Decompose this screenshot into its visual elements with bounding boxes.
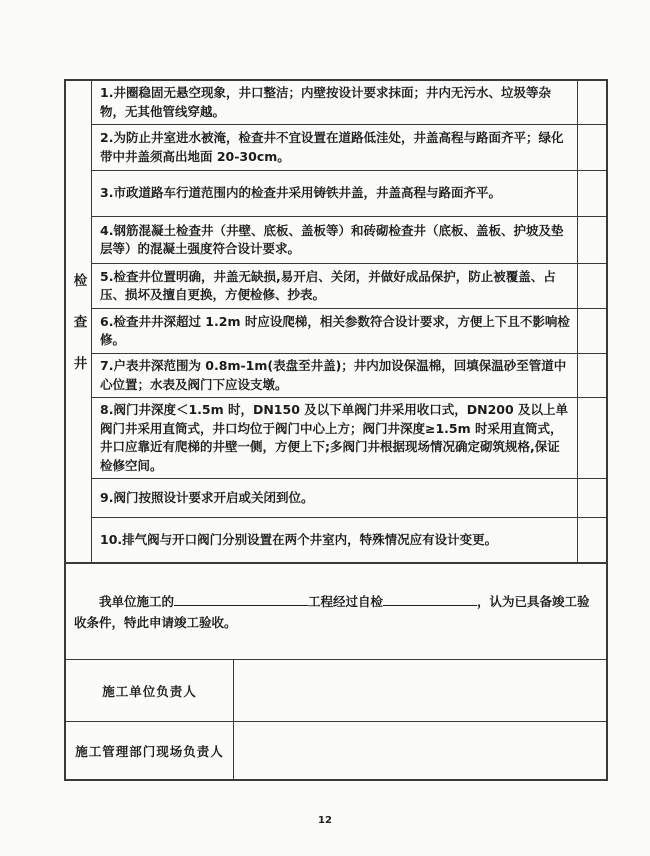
table-row: [92, 518, 606, 562]
table-row: [92, 171, 606, 217]
table-row: [92, 479, 606, 518]
signature-cell-site-manager: [234, 722, 606, 779]
requirement-text: 6.检查井井深超过 1.2m 时应设爬梯，相关参数符合设计要求，方便上下且不影响检修。: [100, 313, 570, 347]
signature-label-construction-unit: 施工单位负责人: [66, 660, 234, 721]
requirement-text: 3.市政道路车行道范围内的检查井采用铸铁井盖，井盖高程与路面齐平。: [100, 185, 501, 201]
signature-label-site-manager: 施工管理部门现场负责人: [66, 722, 234, 779]
requirement-text: 4.钢筋混凝土检查井（井壁、底板、盖板等）和砖砌检查井（底板、盖板、护坡及垫层等）的混凝土强度符合设计要求。: [100, 222, 564, 256]
page-number: 12: [318, 815, 332, 826]
requirement-text: 10.排气阀与开口阀门分别设置在两个井室内，特殊情况应有设计变更。: [100, 531, 498, 547]
table-row: [66, 659, 606, 721]
requirement-text: 1.井圈稳固无悬空现象，井口整洁；内壁按设计要求抹面；井内无污水、垃圾等杂物，无其他管线穿越。: [100, 85, 551, 119]
check-result-cell: [577, 479, 606, 517]
check-result-cell: [577, 309, 606, 353]
check-result-cell: [577, 264, 606, 308]
requirement-text: 5.检查井位置明确，井盖无缺损,易开启、关闭，并做好成品保护，防止被覆盖、占压、损坏及擅自更换，方便检修、抄表。: [100, 268, 556, 302]
table-row: [92, 264, 606, 309]
table-row: [92, 125, 606, 171]
checklist-section: [66, 81, 606, 562]
category-cell: [66, 81, 92, 562]
check-result-cell: [577, 518, 606, 562]
check-result-cell: [577, 354, 606, 397]
checklist-rows: [92, 81, 606, 562]
requirement-text: 7.户表井深范围为 0.8m-1m(表盘至井盖)；井内加设保温棉，回填保温砂至管道中心位置；水表及阀门下应设支墩。: [100, 358, 567, 392]
check-result-cell: [577, 398, 606, 478]
blank-field-self-check: [383, 593, 477, 606]
check-result-cell: [577, 125, 606, 170]
table-row: [92, 217, 606, 264]
table-row: [92, 354, 606, 398]
table-row: [92, 309, 606, 354]
statement-tail: ，认为已具备竣工验收条件，特此申请竣工验收。: [74, 594, 590, 630]
signature-cell-construction-unit: [234, 660, 606, 721]
check-result-cell: [577, 217, 606, 263]
table-row: [92, 81, 606, 125]
self-inspection-statement: [66, 562, 606, 659]
requirement-text: 8.阀门井深度＜1.5m 时，DN150 及以下单阀门井采用收口式，DN200 及以上单阀门井采用直筒式，井口均位于阀门中心上方；阀门井深度≥1.5m 时采用直筒式，井口应靠近有爬梯的井壁一侧，方便上下;多阀门井根据现场情况确定砌筑规格,保证检修空间。: [100, 402, 569, 473]
category-label: 检查井: [70, 273, 87, 398]
check-result-cell: [577, 81, 606, 124]
requirement-text: 9.阀门按照设计要求开启或关闭到位。: [100, 489, 314, 505]
table-row: [66, 721, 606, 779]
statement-lead: 我单位施工的: [99, 594, 175, 609]
blank-field-project-name: [174, 593, 308, 606]
requirement-text: 2.为防止井室进水被淹，检查井不宜设置在道路低洼处，井盖高程与路面齐平；绿化带中井盖须高出地面 20-30cm。: [100, 130, 564, 164]
check-result-cell: [577, 171, 606, 216]
statement-middle: 工程经过自检: [308, 594, 384, 609]
table-row: [92, 398, 606, 479]
statement-paragraph: [74, 591, 598, 633]
acceptance-form-table: [64, 79, 608, 781]
